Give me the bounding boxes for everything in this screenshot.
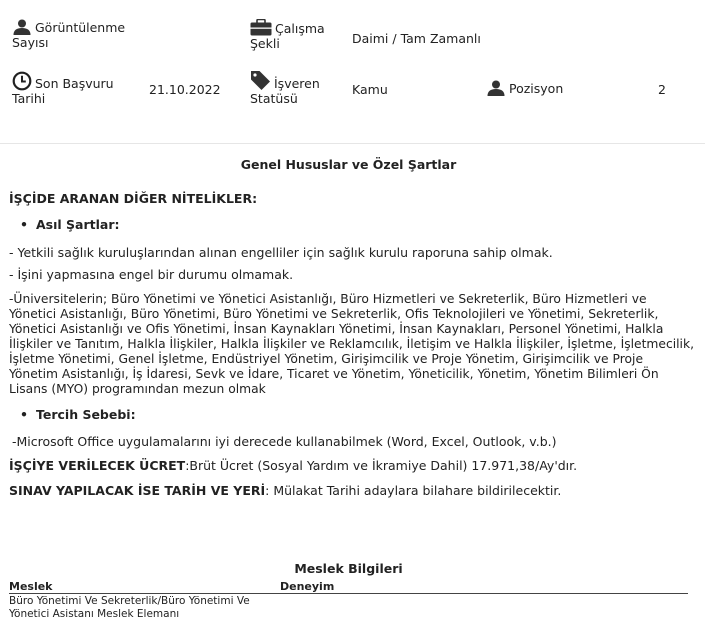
work-type-label: Çalışma Şekli xyxy=(250,21,325,51)
wage-line xyxy=(9,458,699,473)
user-icon xyxy=(486,80,506,96)
other-requirements-heading: İŞÇİDE ARANAN DİĞER NİTELİKLER: xyxy=(9,191,258,206)
condition-1: - Yetkili sağlık kuruluşlarından alınan engelliler için sağlık kurulu raporuna sahip olmak. xyxy=(9,245,553,260)
table-header-rule xyxy=(9,593,688,594)
deadline-info xyxy=(12,71,142,106)
profession-section-title: Meslek Bilgileri xyxy=(294,561,403,576)
profession-value: Büro Yönetimi Ve Sekreterlik/Büro Yönetimi Ve Yönetici Asistanı Meslek Elemanı xyxy=(9,595,250,620)
tag-icon xyxy=(250,70,271,91)
experience-header: Deneyim xyxy=(280,580,335,593)
clock-icon xyxy=(12,71,32,91)
section-title: Genel Hususlar ve Özel Şartlar xyxy=(240,157,457,172)
exam-label: SINAV YAPILACAK İSE TARİH VE YERİ xyxy=(9,483,266,498)
exam-line xyxy=(9,483,699,498)
work-type-value: Daimi / Tam Zamanlı xyxy=(352,31,481,46)
deadline-label: Son Başvuru Tarihi xyxy=(12,76,114,106)
wage-label: İŞÇİYE VERİLECEK ÜCRET xyxy=(9,458,186,473)
position-value: 2 xyxy=(658,82,666,97)
briefcase-icon xyxy=(250,19,272,36)
condition-2: - İşini yapmasına engel bir durumu olmamak. xyxy=(9,267,294,282)
views-info xyxy=(12,19,152,50)
position-info xyxy=(486,80,606,96)
exam-text: : Mülakat Tarihi adaylara bilahare bildirilecektir. xyxy=(265,483,562,498)
user-icon xyxy=(12,19,32,35)
condition-3: -Üniversitelerin; Büro Yönetimi ve Yönetici Asistanlığı, Büro Hizmetleri ve Sekreterlik, Büro Hizmetleri ve Yönetici Asistanlığı, Büro Yönetimi, Büro Yönetimi ve Sekreterlik, Ofis Teknolojileri ve Yönetimi, Sekreterlik, Yönetici Asistanlığı ve Ofis Yönetimi, İnsan Kaynakları Yönetimi, İnsan Kaynakları, Personel Yönetimi, Halkla İlişkiler ve Tanıtım, Halkla İlişkiler, Halkla İlişkiler ve Reklamcılık, İletişim ve Halkla İlişkiler, İşletme, İşletmecilik, İşletme Yönetimi, Genel İşletme, Endüstriyel Yönetim, Girişimcilik ve Proje Yönetim, Girişimcilik ve Proje Yönetim Asistanlığı, İş İdaresi, Sevk ve İdare, Ticaret ve Yönetim, Yöneticilik, Yönetim, Yönetim Bilimleri Ön Lisans (MYO) programından mezun olmak xyxy=(9,292,695,396)
preference-text: -Microsoft Office uygulamalarını iyi derecede kullanabilmek (Word, Excel, Outlook, v.b.) xyxy=(12,434,557,449)
employer-label: İşveren Statüsü xyxy=(250,76,320,106)
position-label: Pozisyon xyxy=(509,81,564,96)
wage-text: :Brüt Ücret (Sosyal Yardım ve İkramiye Dahil) 17.971,38/Ay'dır. xyxy=(185,458,578,473)
preference-label: • Tercih Sebebi: xyxy=(20,407,136,422)
divider xyxy=(0,143,705,144)
deadline-value: 21.10.2022 xyxy=(149,82,221,97)
employer-value: Kamu xyxy=(352,82,388,97)
main-conditions-label: • Asıl Şartlar: xyxy=(20,217,120,232)
views-label: Görüntülenme Sayısı xyxy=(12,20,126,50)
profession-header: Meslek xyxy=(9,580,53,593)
employer-info xyxy=(250,70,340,106)
work-type-info xyxy=(250,19,340,51)
